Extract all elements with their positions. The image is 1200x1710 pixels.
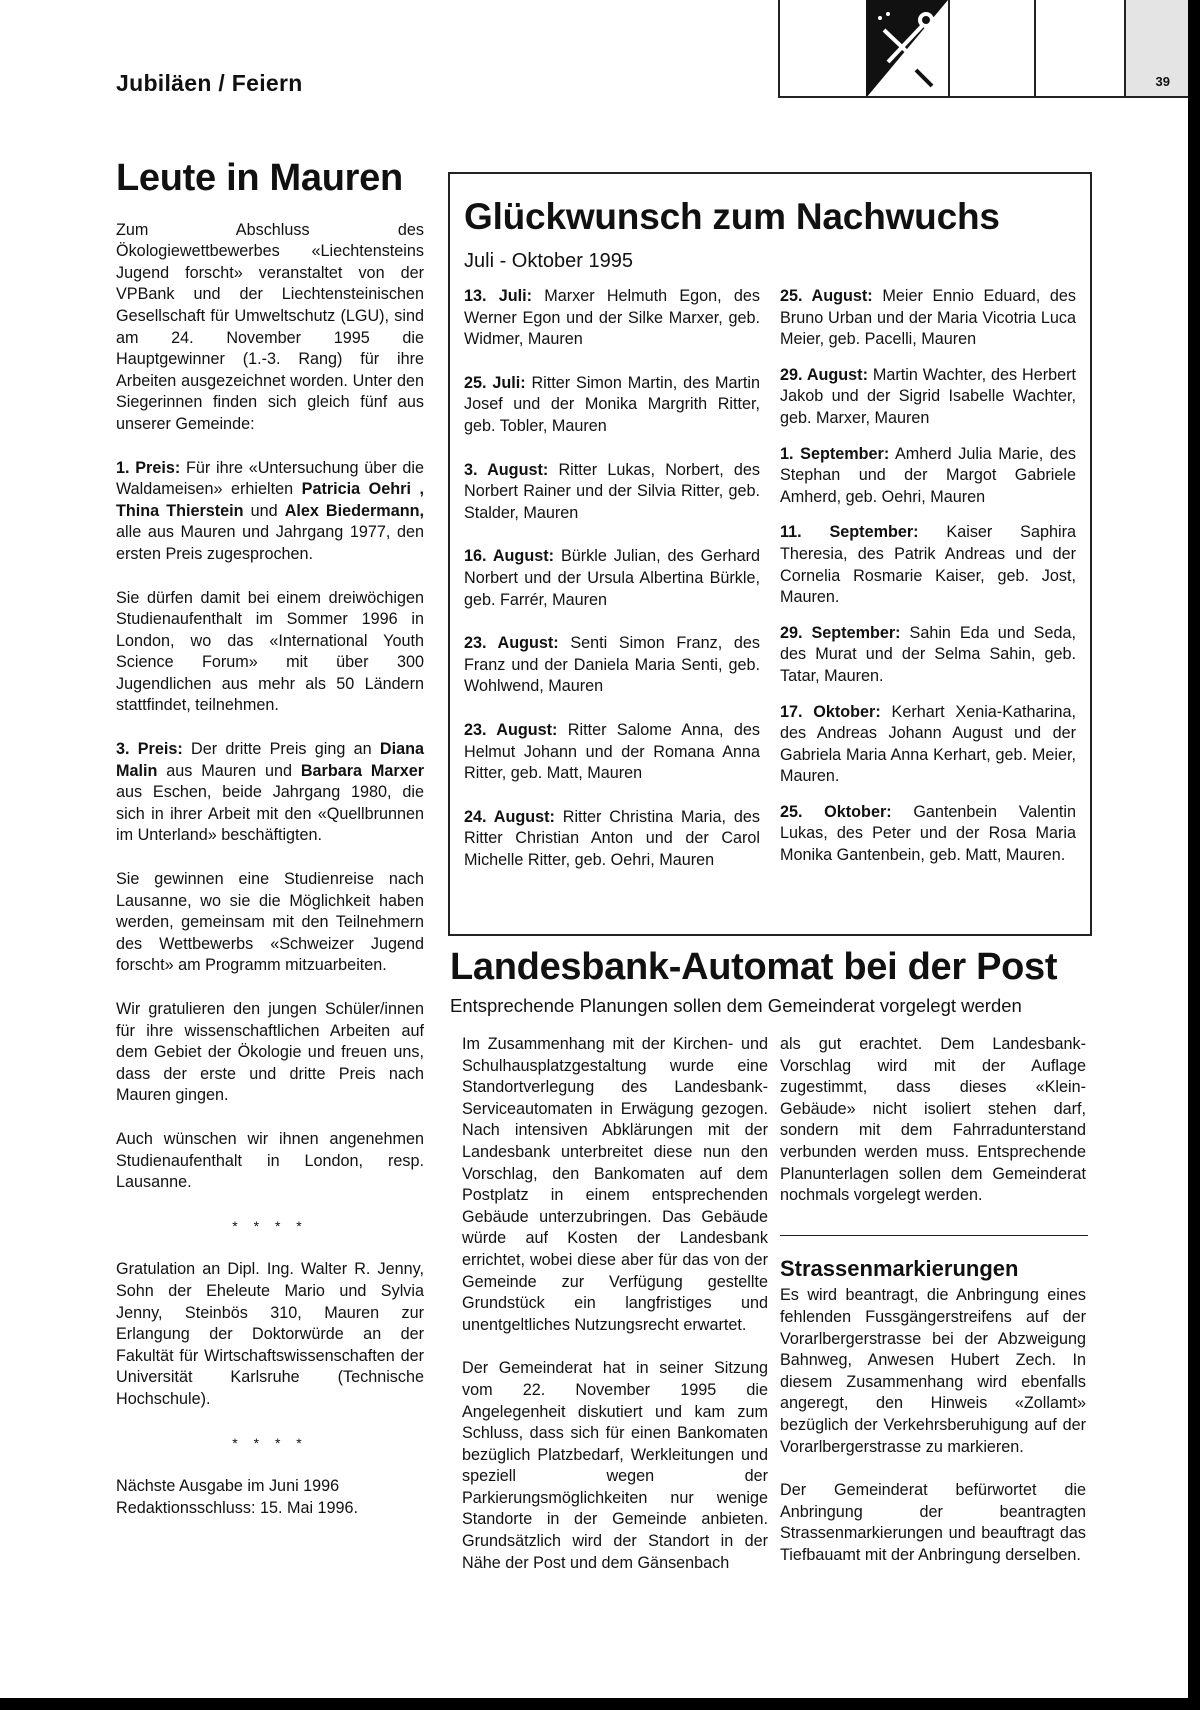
births-subtitle: Juli - Oktober 1995 [464, 250, 633, 272]
next-issue-note: Nächste Ausgabe im Juni 1996 Redaktionsschluss: 15. Mai 1996. [116, 1477, 359, 1517]
birth-details: Ritter Lukas, Norbert, des Norbert Rainer und der Silvia Ritter, geb. Stalder, Mauren [464, 460, 760, 522]
birth-details: Meier Ennio Eduard, des Bruno Urban und der Maria Vicotria Luca Meier, geb. Pacelli, Mauren [780, 287, 1076, 349]
birth-date: 3. August: [464, 460, 549, 479]
birth-date: 16. August: [464, 547, 554, 566]
header-tab [948, 0, 1036, 98]
birth-details: Senti Simon Franz, des Franz und der Daniela Maria Senti, geb. Wohlwend, Mauren [464, 634, 760, 696]
birth-entry [780, 365, 1076, 430]
header-tab [778, 0, 866, 98]
births-box [448, 172, 1092, 936]
birth-date: 29. September: [780, 623, 901, 642]
birth-date: 13. Juli: [464, 287, 533, 305]
birth-entry [464, 460, 760, 525]
birth-date: 24. August: [464, 807, 555, 826]
birth-details: Amherd Julia Marie, des Stephan und der Margot Gabriele Amherd, geb. Oehri, Mauren [780, 444, 1076, 506]
bank-article-title: Landesbank-Automat bei der Post [450, 946, 1058, 988]
paragraph: Der Gemeinderat befürwortet die Anbringung der beantragten Strassenmarkierungen und beauftragt das Tiefbauamt mit der Anbringung derselben. [780, 1481, 1086, 1564]
birth-date: 23. August: [464, 634, 559, 653]
bank-article-subtitle: Entsprechende Planungen sollen dem Gemeinderat vorgelegt werden [450, 995, 1022, 1016]
header-tabs [778, 0, 1188, 98]
birth-date: 25. Oktober: [780, 802, 892, 821]
birth-details: Ritter Simon Martin, des Martin Josef und der Monika Margrith Ritter, geb. Tobler, Mauren [464, 373, 761, 435]
birth-entry [780, 286, 1076, 351]
header-tab [1034, 0, 1126, 98]
birth-date: 25. Juli: [464, 373, 526, 392]
left-article-title: Leute in Mauren [116, 157, 403, 199]
birth-entry [780, 444, 1076, 509]
paragraph: Es wird beantragt, die Anbringung eines fehlenden Fussgängerstreifens auf der Vorarlbergerstrasse bei der Abzweigung Bahnweg, Anwesen Hubert Zech. In diesem Zusammenhang wird ebenfalls angeregt, den Hinweis «Zollamt» bezüglich der Verkehrsberuhigung auf der Vorarlbergerstrasse zu markieren. [780, 1286, 1086, 1456]
birth-date: 1. September: [780, 444, 890, 463]
page-number-tab [1124, 0, 1188, 98]
birth-entry [464, 633, 760, 698]
birth-details: Marxer Helmuth Egon, des Werner Egon und der Silke Marxer, geb. Widmer, Mauren [464, 287, 760, 349]
separator-stars: * * * * [232, 1434, 308, 1451]
birth-entry [464, 373, 760, 438]
birth-details: Ritter Christina Maria, des Ritter Christian Anton und der Carol Michelle Ritter, geb. Oehri, Mauren [464, 807, 760, 869]
section-title: Jubiläen / Feiern [116, 70, 303, 96]
birth-entry [780, 623, 1076, 688]
separator-stars: * * * * [232, 1217, 308, 1234]
paragraph-first-prize: 1. Preis: Für ihre «Untersuchung über die Waldameisen» erhielten Patricia Oehri , Thina Thierstein und Alex Biedermann, alle aus Mauren und Jahrgang 1977, den ersten Preis zugesprochen. [116, 458, 425, 563]
left-article [116, 157, 425, 1541]
street-article-title: Strassenmarkierungen [780, 1255, 1019, 1281]
births-title: Glückwunsch zum Nachwuchs [464, 196, 1000, 237]
header-rule [778, 96, 1188, 98]
birth-entry [464, 286, 760, 351]
crossed-tools-icon [866, 0, 948, 98]
birth-entry [780, 702, 1076, 788]
birth-details: Kaiser Saphira Theresia, des Patrik Andreas und der Cornelia Rosmarie Kaiser, geb. Jost, Mauren. [780, 523, 1076, 607]
birth-entry [780, 802, 1076, 867]
paragraph: Sie dürfen damit bei einem dreiwöchigen Studienaufenthalt im Sommer 1996 in London, wo das «International Youth Science Forum» mit über 300 Jugendlichen aus mehr als 50 Ländern stattfindet, teilnehmen. [116, 588, 424, 715]
birth-entry [780, 522, 1076, 608]
page-number: 39 [1155, 74, 1170, 89]
birth-date: 17. Oktober: [780, 702, 881, 721]
birth-details: Bürkle Julian, des Gerhard Norbert und der Ursula Albertina Bürkle, geb. Farrér, Mauren [464, 547, 760, 609]
birth-entry [464, 807, 760, 872]
paragraph: Der Gemeinderat hat in seiner Sitzung vom 22. November 1995 die Angelegenheit diskutiert und kam zum Schluss, dass sich für einen Bankomaten bezüglich Platzbedarf, Werkleitungen und speziell wegen der Parkierungsmöglichkeiten nur wenige Standorte in der Gemeinde anbieten. Grundsätzlich wird der Standort in der Nähe der Post und dem Gänsenbach [462, 1359, 768, 1572]
birth-date: 29. August: [780, 365, 868, 384]
paragraph: Wir gratulieren den jungen Schüler/innen für ihre wissenschaftlichen Arbeiten auf dem Gebiet der Ökologie und freuen uns, dass der erste und dritte Preis nach Mauren gingen. [116, 1000, 424, 1105]
births-column-2 [780, 286, 1076, 881]
births-column-1 [464, 286, 760, 893]
birth-details: Kerhart Xenia-Katharina, des Andreas Johann August und der Gabriela Maria Anna Kerhart, geb. Meier, Mauren. [780, 702, 1076, 786]
birth-details: Gantenbein Valentin Lukas, des Peter und der Rosa Maria Monika Gantenbein, geb. Matt, Mauren. [780, 802, 1076, 865]
birth-details: Martin Wachter, des Herbert Jakob und der Sigrid Isabelle Wachter, geb. Marxer, Mauren [780, 365, 1076, 427]
birth-date: 23. August: [464, 720, 558, 739]
paragraph-third-prize: 3. Preis: Der dritte Preis ging an Diana Malin aus Mauren und Barbara Marxer aus Eschen, beide Jahrgang 1980, die sich in ihrer Arbeit mit den «Quellbrunnen im Unterland» beschäftigten. [116, 740, 425, 845]
bank-article [450, 946, 1090, 1572]
bank-article-column-1 [462, 1034, 768, 1596]
birth-date: 11. September: [780, 523, 919, 542]
birth-date: 25. August: [780, 287, 873, 305]
paragraph: Im Zusammenhang mit der Kirchen- und Schulhausplatzgestaltung wurde eine Standortverlegung des Landesbank-Serviceautomaten in Erwägung gezogen. Nach intensiven Abklärungen mit der Landesbank unterbreitet diese nun den Vorschlag, den Bankomaten auf dem Postplatz in einem entsprechenden Gebäude unterzubringen. Das Gebäude würde auf Kosten der Landesbank errichtet, wobei diese aber für das von der Gemeinde zur Verfügung gestellte Grundstück ein langfristiges und unentgeltliches Nutzungsrecht erwartet. [462, 1035, 768, 1334]
birth-entry [464, 720, 760, 785]
divider [780, 1235, 1088, 1236]
paragraph: Sie gewinnen eine Studienreise nach Lausanne, wo sie die Möglichkeit haben werden, gemeinsam mit den Teilnehmern des Wettbewerbs «Schweizer Jugend forscht» am Programm mitzuarbeiten. [116, 870, 424, 975]
birth-details: Sahin Eda und Seda, des Murat und der Selma Sahin, geb. Tatar, Mauren. [780, 623, 1076, 685]
paragraph: Auch wünschen wir ihnen angenehmen Studienaufenthalt in London, resp. Lausanne. [116, 1129, 424, 1192]
birth-details: Ritter Salome Anna, des Helmut Johann und der Romana Anna Ritter, geb. Matt, Mauren [464, 720, 760, 783]
paragraph: als gut erachtet. Dem Landesbank-Vorschlag wird mit der Auflage zugestimmt, dass dieses «Klein-Gebäude» nicht isoliert stehen darf, sondern mit dem Fahrradunterstand verbunden werden muss. Entsprechende Planunterlagen sollen dem Gemeinderat nochmals vorgelegt werden. [780, 1035, 1086, 1205]
paragraph: Gratulation an Dipl. Ing. Walter R. Jenny, Sohn der Eheleute Mario und Sylvia Jenny, Steinbös 310, Mauren zur Erlangung der Doktorwürde an der Fakultät für Wirtschaftswissenschaften der Universität Karlsruhe (Technische Hochschule). [116, 1260, 424, 1408]
birth-entry [464, 546, 760, 611]
bank-article-column-2 [780, 1034, 1086, 1588]
paragraph: Zum Abschluss des Ökologiewettbewerbes «Liechtensteins Jugend forscht» veranstaltet von der VPBank und der Liechtensteinischen Gesellschaft für Umweltschutz (LGU), sind am 24. November 1995 die Hauptgewinner (1.-3. Rang) für ihre Arbeiten ausgezeichnet worden. Unter den Siegerinnen finden sich gleich fünf aus unserer Gemeinde: [116, 220, 424, 433]
